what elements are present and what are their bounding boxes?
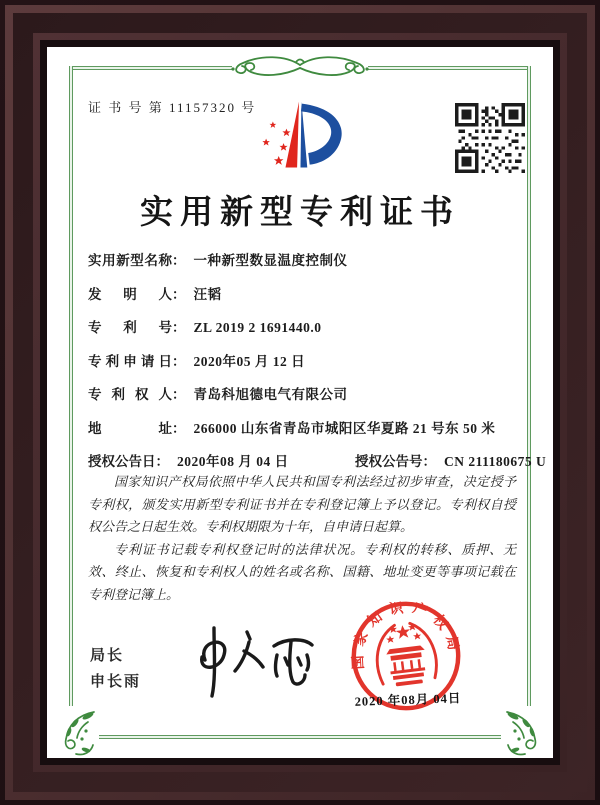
field-colon: ：	[172, 420, 186, 436]
certificate-title: 实用新型专利证书	[140, 195, 460, 231]
signer-title: 局长	[90, 647, 125, 664]
field-value: 青岛科旭德电气有限公司	[193, 387, 348, 402]
signer-name: 申长雨	[90, 673, 142, 690]
field-value: CN 211180675 U	[444, 454, 547, 469]
field-label: 地址	[88, 420, 172, 436]
field-colon: ：	[172, 320, 186, 335]
field-label: 实用新型名称	[88, 253, 172, 268]
field-label: 授权公告号	[355, 454, 423, 469]
body-paragraph: 国家知识产权局依照中华人民共和国专利法经过初步审查，决定授予专利权，颁发实用新型专利证书并在专利登记簿上予以登记。专利权自授权公告之日起生效。专利权期限为十年，自申请日起算。	[88, 474, 516, 535]
field-colon: ：	[172, 353, 186, 369]
field-colon: ：	[422, 454, 436, 469]
field-row-patent-number	[88, 318, 518, 337]
field-value: 2020年05 月 12 日	[193, 353, 306, 369]
seal-text: 国家知识产权局	[350, 600, 462, 670]
field-colon: ：	[172, 286, 186, 302]
field-label: 授权公告日	[88, 454, 156, 469]
seal-date: 2020 年08月 04日	[354, 691, 462, 709]
border-left-line	[69, 66, 73, 706]
field-label: 专利权人	[88, 387, 172, 402]
top-flourish-ornament	[225, 53, 375, 81]
field-row-grant	[88, 452, 547, 471]
bottom-left-floral-ornament	[58, 708, 98, 758]
field-colon: ：	[155, 454, 169, 469]
field-value: 汪韬	[193, 286, 222, 302]
field-row-address	[88, 419, 518, 438]
field-value: 266000 山东省青岛市城阳区华夏路 21 号东 50 米	[193, 420, 496, 436]
field-colon: ：	[172, 387, 186, 402]
field-label: 专利申请日	[88, 353, 172, 369]
body-paragraph: 专利证书记载专利权登记时的法律状况。专利权的转移、质押、无效、终止、恢复和专利权人的姓名或名称、国籍、地址变更等事项记载在专利登记簿上。	[88, 541, 516, 603]
field-row-patentee	[88, 385, 518, 404]
commissioner-signature	[178, 620, 328, 708]
field-row-filing-date	[88, 352, 518, 371]
field-row-inventor	[88, 285, 518, 304]
certificate-number: 证 书 号 第 11157320 号	[88, 100, 257, 115]
field-value: 2020年08 月 04 日	[177, 454, 289, 469]
border-top-left-segment	[69, 66, 232, 70]
qr-code	[455, 103, 525, 173]
field-colon: ：	[172, 253, 186, 268]
certificate-body	[88, 471, 516, 607]
signer-block	[90, 643, 141, 695]
field-label: 发明人	[88, 286, 172, 302]
field-value: ZL 2019 2 1691440.0	[193, 320, 322, 335]
field-label: 专利号	[88, 320, 172, 335]
cnipa-logo	[232, 92, 368, 184]
border-right-line	[527, 66, 531, 706]
border-top-right-segment	[368, 66, 531, 70]
border-bottom-line	[99, 735, 501, 739]
bottom-right-floral-ornament	[503, 708, 543, 758]
field-value: 一种新型数显温度控制仪	[193, 253, 348, 268]
field-row-name	[88, 251, 518, 270]
field-list	[88, 251, 547, 486]
